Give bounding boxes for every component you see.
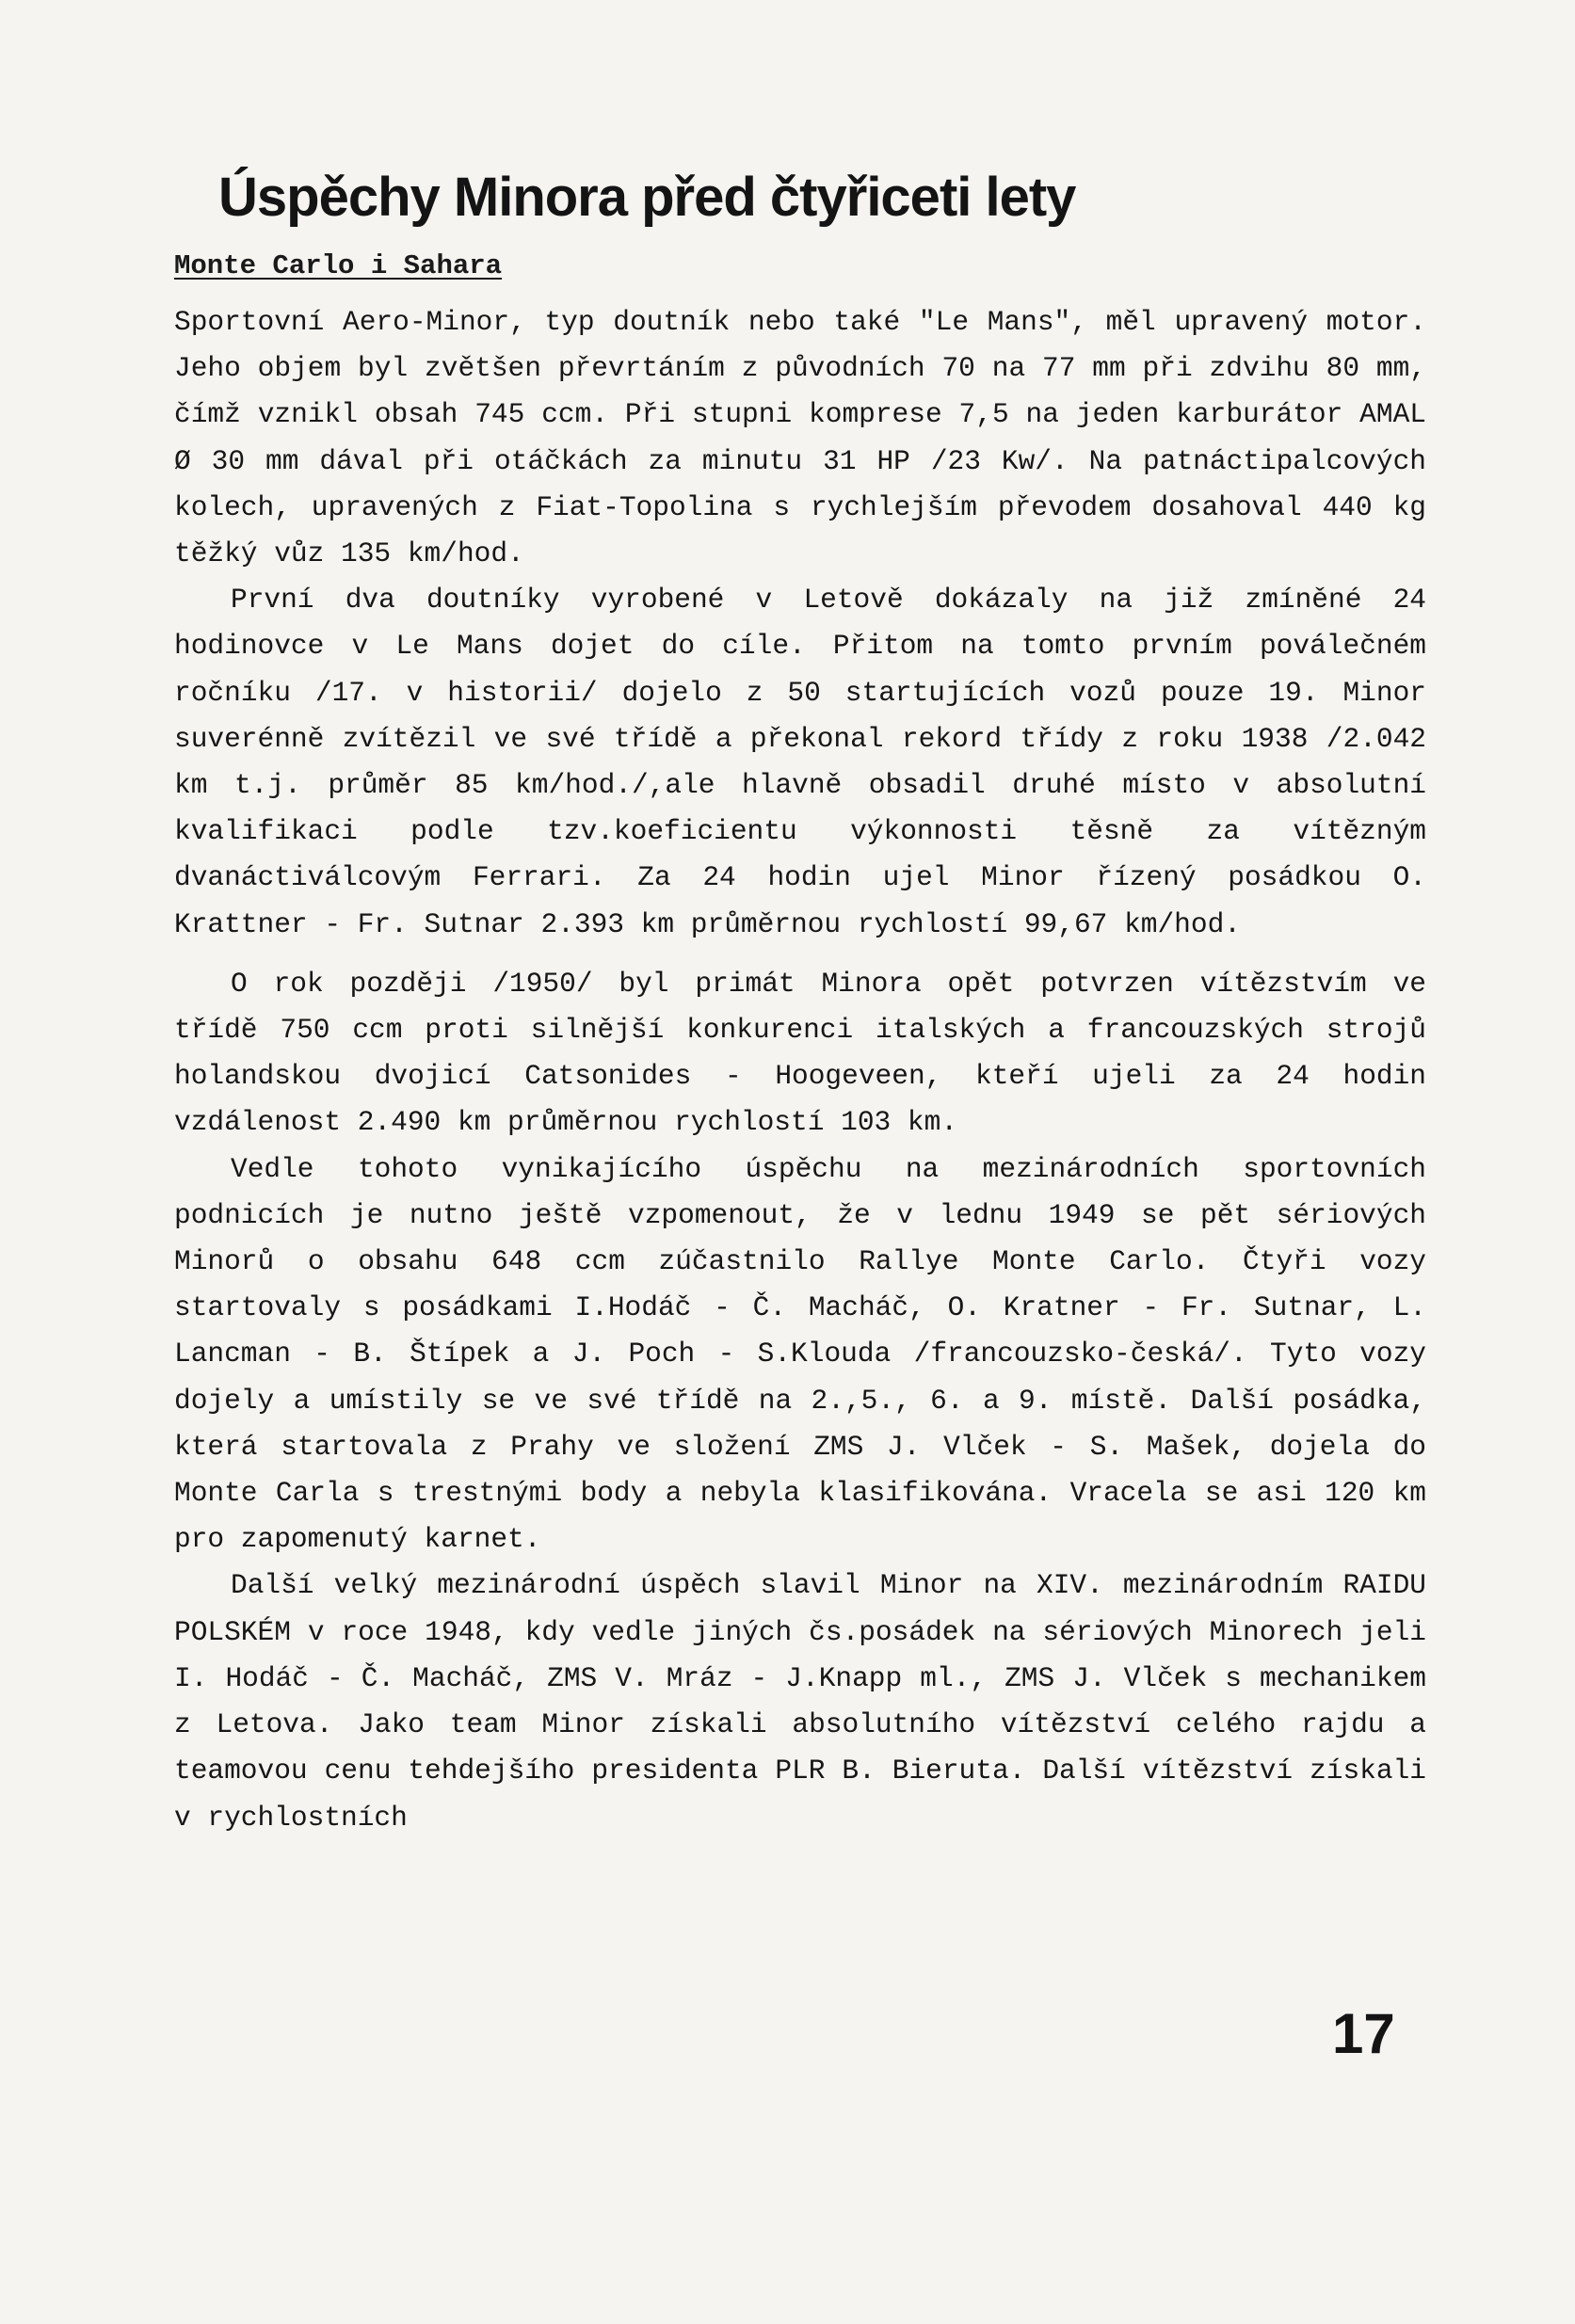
article-title: Úspěchy Minora před čtyřiceti lety xyxy=(218,167,1076,228)
page-number: 17 xyxy=(1332,2002,1395,2065)
paragraph: První dva doutníky vyrobené v Letově dokázaly na již zmíněné 24 hodinovce v Le Mans dojet do cíle. Přitom na tomto prvním poválečném ročníku /17. v historii/ dojelo z 50 startujících vozů pouze 19. Minor suverénně zvítězil ve své třídě a překonal rekord třídy z roku 1938 /2.042 km t.j. průměr 85 km/hod./,ale hlavně obsadil druhé místo v absolutní kvalifikaci podle tzv.koeficientu výkonnosti těsně za vítězným dvanáctiválcovým Ferrari. Za 24 hodin ujel Minor řízený posádkou O. Krattner - Fr. Sutnar 2.393 km průměrnou rychlostí 99,67 km/hod. xyxy=(174,584,1426,940)
paragraph: Vedle tohoto vynikajícího úspěchu na mezinárodních sportovních podnicích je nutno ještě vzpomenout, že v lednu 1949 se pět sériových Minorů o obsahu 648 ccm zúčastnilo Rallye Monte Carlo. Čtyři vozy startovaly s posádkami I.Hodáč - Č. Macháč, O. Kratner - Fr. Sutnar, L. Lancman - B. Štípek a J. Poch - S.Klouda /francouzsko-česká/. Tyto vozy dojely a umístily se ve své třídě na 2.,5., 6. a 9. místě. Další posádka, která startovala z Prahy ve složení ZMS J. Vlček - S. Mašek, dojela do Monte Carla s trestnými body a nebyla klasifikována. Vracela se asi 120 km pro zapomenutý karnet. xyxy=(174,1152,1426,1556)
paragraph: Sportovní Aero-Minor, typ doutník nebo také "Le Mans", měl upravený motor. Jeho objem byl zvětšen převrtáním z původních 70 na 77 mm při zdvihu 80 mm, čímž vznikl obsah 745 ccm. Při stupni komprese 7,5 na jeden karburátor AMAL Ø 30 mm dával při otáčkách za minutu 31 HP /23 Kw/. Na patnáctipalcových kolech, upravených z Fiat-Topolina s rychlejším převodem dosahoval 440 kg těžký vůz 135 km/hod. xyxy=(174,306,1426,570)
article-subtitle: Monte Carlo i Sahara xyxy=(174,250,503,281)
paragraph: Další velký mezinárodní úspěch slavil Minor na XIV. mezinárodním RAIDU POLSKÉM v roce 1948, kdy vedle jiných čs.posádek na sériových Minorech jeli I. Hodáč - Č. Macháč, ZMS V. Mráz - J.Knapp ml., ZMS J. Vlček s mechanikem z Letova. Jako team Minor získali absolutního vítězství celého rajdu a teamovou cenu tehdejšího presidenta PLR B. Bieruta. Další vítězství získali v rychlostních xyxy=(174,1569,1426,1834)
article-body xyxy=(174,299,1426,1841)
paragraph: O rok později /1950/ byl primát Minora opět potvrzen vítězstvím ve třídě 750 ccm proti silnější konkurenci italských a francouzských strojů holandskou dvojicí Catsonides - Hoogeveen, kteří ujeli za 24 hodin vzdálenost 2.490 km průměrnou rychlostí 103 km. xyxy=(174,967,1426,1139)
